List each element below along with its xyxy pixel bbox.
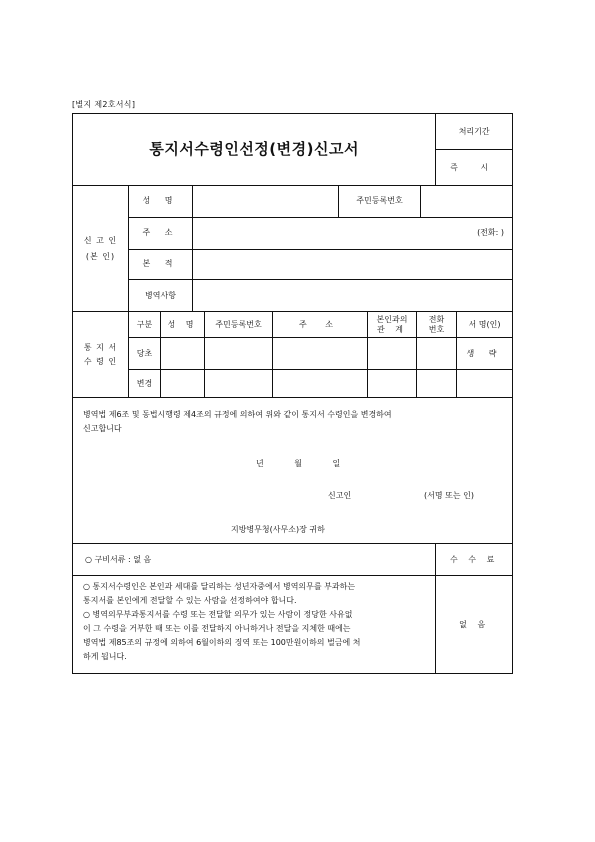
header-category: 구분	[129, 312, 161, 337]
header-sign: 서 명(인)	[468, 319, 501, 329]
processing-period	[436, 114, 512, 185]
notes-text	[73, 576, 436, 673]
fee-value: 없 음	[459, 619, 490, 629]
recipient-row-original	[129, 338, 512, 370]
header-phone-line1: 전화	[428, 314, 445, 324]
row-name-field[interactable]	[161, 370, 205, 397]
row-name-field[interactable]	[161, 338, 205, 369]
row-address-field[interactable]	[273, 370, 368, 397]
report-form	[72, 113, 513, 674]
header-relation-line1: 본인과의	[376, 314, 408, 324]
notes-row	[73, 576, 512, 673]
origin-label: 본 적	[129, 250, 193, 280]
row-rrn-field[interactable]	[205, 370, 273, 397]
statement-text	[73, 398, 512, 436]
note2-line3: 병역법 제85조의 규정에 의하여 6월이하의 징역 또는 100만원이하의 벌금에 처	[83, 638, 361, 647]
statement-reporter: 신고인	[328, 491, 352, 500]
recipient-section-label	[73, 312, 129, 397]
name-label: 성 명	[129, 186, 193, 217]
row-category: 당초	[129, 338, 161, 369]
address-label: 주 소	[129, 218, 193, 249]
reporter-military-row	[129, 280, 512, 311]
recipient-section	[73, 312, 512, 398]
title-row	[73, 114, 512, 186]
reporter-name-row	[129, 186, 512, 218]
origin-field[interactable]	[193, 250, 512, 280]
note2-line1: ○ 병역의무부과통지서를 수령 또는 전달할 의무가 있는 사람이 정당한 사유없	[83, 610, 353, 619]
statement-line2: 신고합니다	[83, 424, 122, 433]
statement-addressee: 지방병무청(사무소)장 귀하	[231, 525, 325, 534]
header-phone	[417, 312, 457, 337]
statement-sign: (서명 또는 인)	[424, 491, 474, 500]
row-category: 변경	[129, 370, 161, 397]
recipient-row-changed	[129, 370, 512, 397]
reporter-self-label: (본 인)	[85, 251, 116, 261]
processing-period-label: 처리기간	[436, 114, 512, 150]
reporter-section-label	[73, 186, 129, 311]
header-name: 성 명	[161, 312, 205, 337]
statement-date: 년 월 일	[256, 459, 355, 468]
note2-line2: 이 그 수령을 거부한 때 또는 이를 전달하지 아니하거나 전달을 지체한 때에는	[83, 624, 351, 633]
documents-row	[73, 544, 512, 576]
row-sign: 생 략	[466, 348, 503, 358]
header-phone-line2: 번호	[428, 324, 445, 334]
row-phone-field[interactable]	[417, 370, 457, 397]
header-relation	[368, 312, 417, 337]
note1-line1: ○ 통지서수령인은 본인과 세대를 달리하는 성년자중에서 병역의무를 부과하는	[83, 582, 356, 591]
rrn-label: 주민등록번호	[339, 186, 421, 217]
documents-text: ○ 구비서류 : 없 음	[73, 544, 436, 575]
row-relation-field[interactable]	[368, 370, 417, 397]
recipient-label-2: 수 령 인	[83, 356, 118, 366]
fee-label: 수 수 료	[450, 554, 499, 564]
recipient-header-row	[129, 312, 512, 338]
note2-line4: 하게 됩니다.	[83, 652, 127, 661]
military-label: 병역사항	[129, 280, 193, 311]
reporter-origin-row	[129, 250, 512, 281]
row-sign-field[interactable]	[457, 370, 512, 397]
recipient-label-1: 통 지 서	[83, 342, 118, 352]
statement-section	[73, 398, 512, 544]
name-field[interactable]	[193, 186, 339, 217]
header-address: 주 소	[273, 312, 368, 337]
reporter-section	[73, 186, 512, 312]
reporter-address-row	[129, 218, 512, 250]
phone-label: (전화: )	[477, 228, 504, 238]
row-rrn-field[interactable]	[205, 338, 273, 369]
address-field[interactable]	[193, 218, 512, 249]
header-relation-line2: 관 계	[377, 324, 407, 334]
military-field[interactable]	[193, 280, 512, 311]
rrn-field[interactable]	[421, 186, 512, 217]
processing-period-value: 즉 시	[450, 162, 499, 172]
form-title: 통지서수령인선정(변경)신고서	[73, 114, 436, 185]
note1-line2: 통지서를 본인에게 전달할 수 있는 사람을 선정하여야 합니다.	[83, 596, 297, 605]
row-address-field[interactable]	[273, 338, 368, 369]
statement-line1: 병역법 제6조 및 동법시행령 제4조의 규정에 의하여 위와 같이 통지서 수령인을 변경하여	[83, 410, 392, 419]
reporter-label: 신 고 인	[83, 235, 118, 245]
row-phone-field[interactable]	[417, 338, 457, 369]
header-rrn: 주민등록번호	[205, 312, 273, 337]
row-relation-field[interactable]	[368, 338, 417, 369]
form-label: [별지 제2호서식]	[72, 100, 136, 109]
